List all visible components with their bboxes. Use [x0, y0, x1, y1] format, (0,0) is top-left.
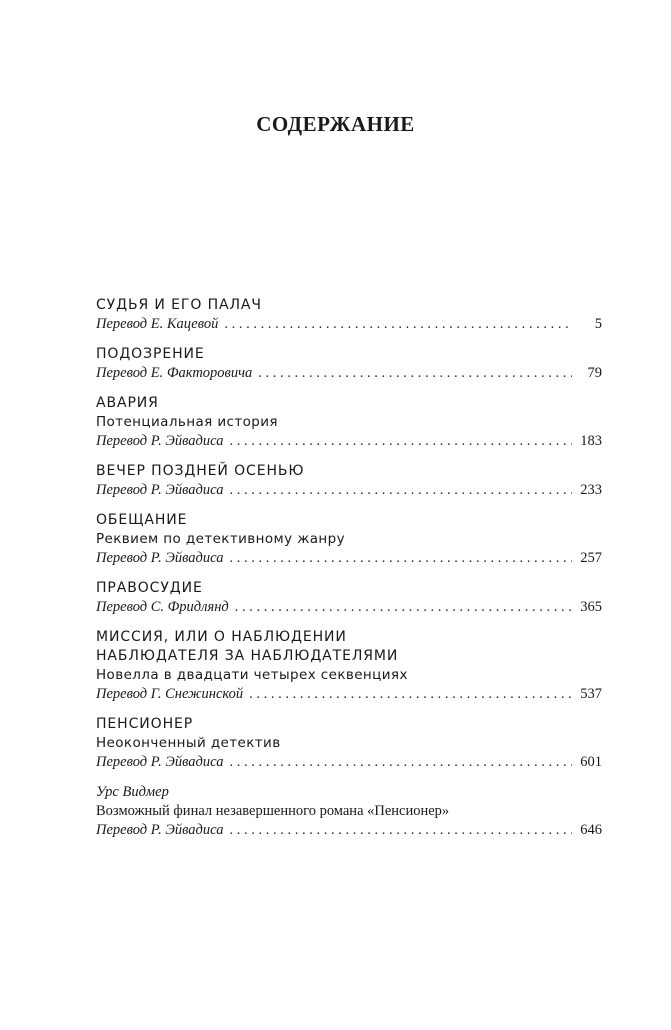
translator-line[interactable]: [96, 821, 602, 840]
toc-entry: [96, 296, 602, 334]
translator-name: Перевод Р. Эйвадиса: [96, 754, 224, 770]
page-number: 537: [580, 686, 602, 702]
leader-dots: [229, 753, 572, 772]
entry-title: Возможный финал незавершенного романа «Пенсионер»: [96, 803, 450, 819]
toc-entry: [96, 579, 602, 617]
translator-line[interactable]: [96, 598, 602, 617]
toc-entry: [96, 628, 602, 704]
entry-subtitle: Потенциальная история: [96, 414, 278, 430]
entry-subtitle: Реквием по детективному жанру: [96, 531, 346, 547]
toc-entry: [96, 511, 602, 568]
leader-dots: [229, 821, 572, 840]
leader-dots: [249, 685, 572, 704]
page-number: 646: [580, 822, 602, 838]
translator-line[interactable]: [96, 549, 602, 568]
entry-title: СУДЬЯ И ЕГО ПАЛАЧ: [96, 297, 262, 313]
leader-dots: [235, 598, 572, 617]
leader-dots: [229, 432, 572, 451]
entry-title: ВЕЧЕР ПОЗДНЕЙ ОСЕНЬЮ: [96, 463, 305, 479]
translator-name: Перевод Р. Эйвадиса: [96, 482, 224, 498]
page-number: 365: [580, 599, 602, 615]
translator-name: Перевод Е. Кацевой: [96, 316, 219, 332]
page-number: 5: [594, 316, 602, 332]
toc-entry: [96, 783, 602, 840]
entry-title: ПЕНСИОНЕР: [96, 716, 194, 732]
page-number: 79: [587, 365, 602, 381]
toc-entry: [96, 345, 602, 383]
entry-title: АВАРИЯ: [96, 395, 159, 411]
leader-dots: [224, 315, 572, 334]
translator-name: Перевод Е. Факторовича: [96, 365, 253, 381]
page-number: 183: [580, 433, 602, 449]
leader-dots: [229, 549, 572, 568]
page-number: 257: [580, 550, 602, 566]
translator-name: Перевод Р. Эйвадиса: [96, 550, 224, 566]
translator-line[interactable]: [96, 481, 602, 500]
translator-line[interactable]: [96, 753, 602, 772]
toc-entry: [96, 715, 602, 772]
translator-line[interactable]: [96, 432, 602, 451]
entry-title: ОБЕЩАНИЕ: [96, 512, 188, 528]
entry-title: МИССИЯ, ИЛИ О НАБЛЮДЕНИИ: [96, 629, 347, 645]
leader-dots: [258, 364, 572, 383]
translator-line[interactable]: [96, 364, 602, 383]
translator-name: Перевод С. Фридлянд: [96, 599, 229, 615]
entry-title: ПРАВОСУДИЕ: [96, 580, 203, 596]
table-of-contents: [96, 296, 602, 851]
entry-subtitle: Неоконченный детектив: [96, 735, 281, 751]
toc-entry: [96, 462, 602, 500]
page-number: 601: [580, 754, 602, 770]
leader-dots: [229, 481, 572, 500]
toc-entry: [96, 394, 602, 451]
translator-line[interactable]: [96, 315, 602, 334]
translator-name: Перевод Р. Эйвадиса: [96, 433, 224, 449]
page-number: 233: [580, 482, 602, 498]
entry-subtitle: Новелла в двадцати четырех секвенциях: [96, 667, 408, 683]
page-title: СОДЕРЖАНИЕ: [256, 112, 415, 136]
translator-line[interactable]: [96, 685, 602, 704]
entry-title-continued: НАБЛЮДАТЕЛЯ ЗА НАБЛЮДАТЕЛЯМИ: [96, 648, 399, 664]
translator-name: Перевод Р. Эйвадиса: [96, 822, 224, 838]
entry-author: Урс Видмер: [96, 784, 169, 800]
entry-title: ПОДОЗРЕНИЕ: [96, 346, 205, 362]
translator-name: Перевод Г. Снежинской: [96, 686, 244, 702]
